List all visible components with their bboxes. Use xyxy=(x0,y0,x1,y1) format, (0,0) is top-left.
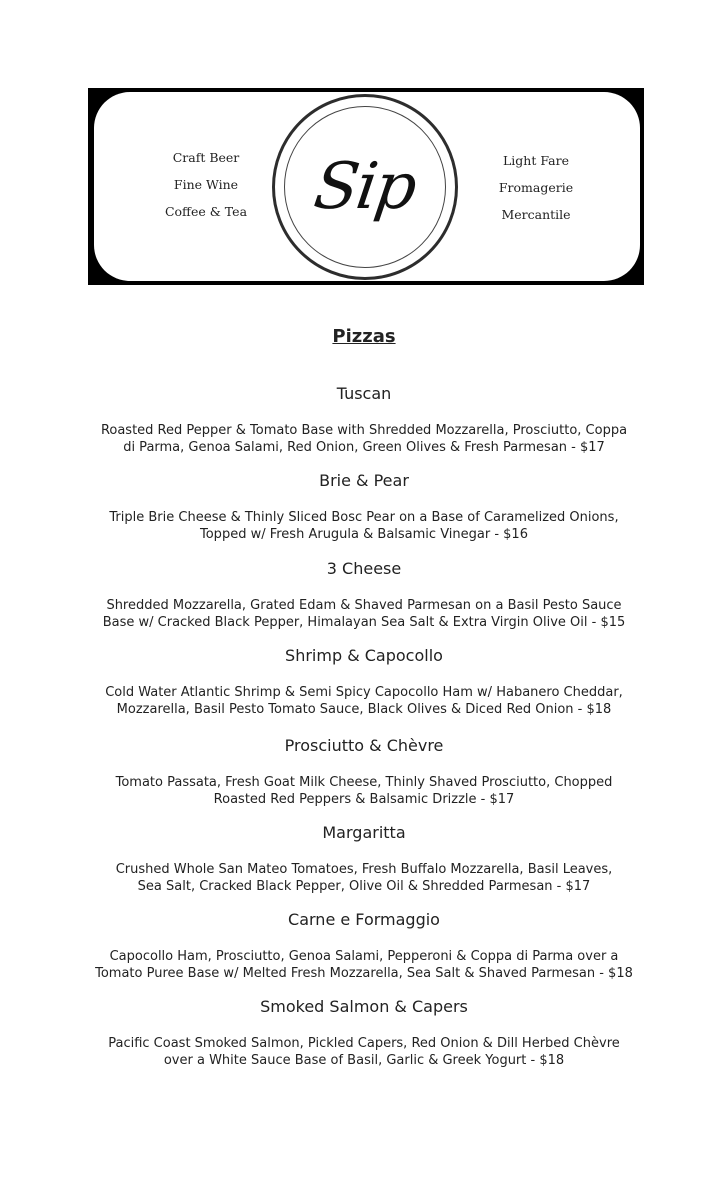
item-description-line: Base w/ Cracked Black Pepper, Himalayan Sea Salt & Extra Virgin Olive Oil - $15 xyxy=(102,615,626,630)
offering-mercantile: Mercantile xyxy=(501,207,571,222)
item-description-line: Cold Water Atlantic Shrimp & Semi Spicy Capocollo Ham w/ Habanero Cheddar, xyxy=(105,685,623,700)
offering-craft-beer: Craft Beer xyxy=(172,150,240,165)
item-description xyxy=(70,774,658,808)
item-name: Carne e Formaggio xyxy=(288,910,440,929)
menu-item xyxy=(70,383,658,456)
item-description xyxy=(70,684,658,718)
menu-item xyxy=(70,822,658,895)
offering-coffee-tea: Coffee & Tea xyxy=(164,204,248,219)
item-description-line: Crushed Whole San Mateo Tomatoes, Fresh Buffalo Mozzarella, Basil Leaves, xyxy=(115,862,613,877)
item-description xyxy=(70,948,658,982)
item-description-line: Topped w/ Fresh Arugula & Balsamic Vinegar - $16 xyxy=(200,527,528,542)
item-description-line: over a White Sauce Base of Basil, Garlic & Greek Yogurt - $18 xyxy=(163,1053,565,1068)
item-description-line: Capocollo Ham, Prosciutto, Genoa Salami, Pepperoni & Coppa di Parma over a xyxy=(109,949,619,964)
item-description xyxy=(70,422,658,456)
menu-item xyxy=(70,558,658,631)
menu-item xyxy=(70,735,658,808)
item-description-line: Roasted Red Peppers & Balsamic Drizzle - $17 xyxy=(213,792,515,807)
logo-inner-ring xyxy=(284,106,446,268)
logo-emblem xyxy=(272,94,458,280)
menu-item xyxy=(70,996,658,1069)
item-description xyxy=(70,597,658,631)
logo-text: Sip xyxy=(310,150,420,224)
offering-fine-wine: Fine Wine xyxy=(173,177,239,192)
offering-light-fare: Light Fare xyxy=(503,153,569,168)
item-name: Brie & Pear xyxy=(319,471,409,490)
item-name: Shrimp & Capocollo xyxy=(285,646,443,665)
item-description-line: Triple Brie Cheese & Thinly Sliced Bosc Pear on a Base of Caramelized Onions, xyxy=(109,510,619,525)
item-description-line: Roasted Red Pepper & Tomato Base with Shredded Mozzarella, Prosciutto, Coppa xyxy=(100,423,628,438)
item-name: Margaritta xyxy=(322,823,406,842)
right-offerings xyxy=(466,147,606,228)
menu-item xyxy=(70,645,658,718)
item-description-line: Pacific Coast Smoked Salmon, Pickled Capers, Red Onion & Dill Herbed Chèvre xyxy=(108,1036,620,1051)
item-description xyxy=(70,509,658,543)
item-description xyxy=(70,1035,658,1069)
item-name: Tuscan xyxy=(336,384,392,403)
left-offerings xyxy=(136,144,276,225)
item-description-line: di Parma, Genoa Salami, Red Onion, Green Olives & Fresh Parmesan - $17 xyxy=(123,440,605,455)
item-description-line: Tomato Puree Base w/ Melted Fresh Mozzarella, Sea Salt & Shaved Parmesan - $18 xyxy=(95,966,633,981)
item-name: 3 Cheese xyxy=(326,559,402,578)
offering-fromagerie: Fromagerie xyxy=(498,180,574,195)
header-banner xyxy=(88,88,644,285)
banner-panel xyxy=(94,92,640,281)
item-name: Prosciutto & Chèvre xyxy=(284,736,444,755)
item-description-line: Sea Salt, Cracked Black Pepper, Olive Oil & Shredded Parmesan - $17 xyxy=(137,879,591,894)
item-name: Smoked Salmon & Capers xyxy=(260,997,468,1016)
item-description-line: Tomato Passata, Fresh Goat Milk Cheese, Thinly Shaved Prosciutto, Chopped xyxy=(115,775,613,790)
item-description-line: Shredded Mozzarella, Grated Edam & Shaved Parmesan on a Basil Pesto Sauce xyxy=(106,598,622,613)
menu-item xyxy=(70,470,658,543)
item-description-line: Mozzarella, Basil Pesto Tomato Sauce, Black Olives & Diced Red Onion - $18 xyxy=(116,702,612,717)
item-description xyxy=(70,861,658,895)
section-title: Pizzas xyxy=(332,326,396,347)
menu-item xyxy=(70,909,658,982)
